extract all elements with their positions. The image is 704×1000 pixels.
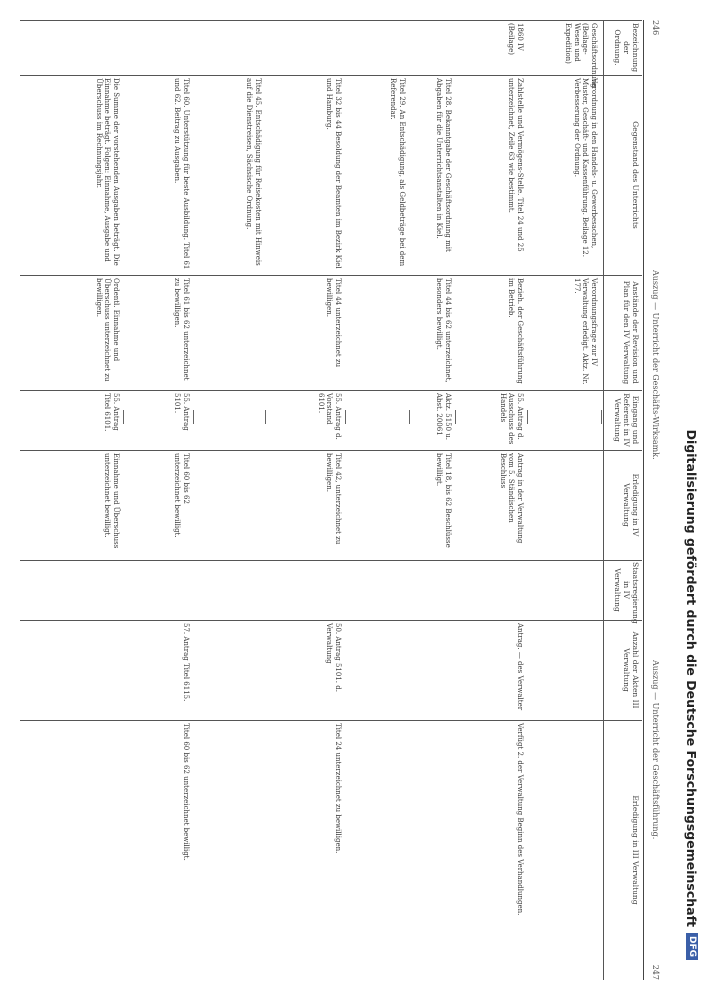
header-left-title: Auszug — Unterricht der Geschäfts-Wirksamk. (651, 270, 660, 460)
table-cell: Titel 32 bis 44 Besoldung der Beamten im Bezirk Kiel und Hamburg. (325, 78, 342, 269)
page-number-right: 247 (651, 964, 660, 980)
table-cell: 1860 IV (Beilage) (507, 23, 524, 56)
dfg-badge: DFG (686, 933, 698, 960)
row-separator (527, 410, 528, 424)
table-cell: 50. Antrag 5101. d. Verwaltung (325, 623, 342, 692)
table-cell: Verordnung in den Handels- u. Gewerbesachen, Muster, Geschäft- und Kassenführung. Beilage 12. Verbesserung der Ordnung. (573, 78, 598, 257)
header-rule (643, 20, 644, 980)
table-cell: Titel 61 bis 62 unterzeichnet zu bewilligen. (173, 278, 190, 381)
column-divider (20, 275, 642, 276)
column-header: Anzahl der Akten III Verwaltung (622, 631, 640, 709)
table-cell: Titel 18, bis 62 Beschlüsse bewilligt. (435, 453, 452, 548)
column-header: Eingang und Referent in IV Verwaltung (613, 393, 640, 447)
row-separator (193, 410, 194, 424)
table-cell: Antrag. — des Verwalter (516, 623, 524, 711)
banner-text: Digitalisierung gefördert durch die Deutsche Forschungsgemeinschaft (684, 429, 700, 927)
column-divider (20, 20, 642, 21)
column-header: Bezeichnung der Ordnung. (613, 22, 640, 73)
column-divider (20, 560, 642, 561)
table-cell: Titel 45. Entschädigung für Reisekosten mit Hinweis auf die Dienstreisen, Sächsische Ordnung. (245, 78, 262, 266)
table-cell: Titel 60 bis 62 unterzeichnet bewilligt. (182, 723, 190, 861)
table-cell: Titel 44 unterzeichnet zu bewilligen. (325, 278, 342, 368)
table-cell: Geschäftsordnung (Beilage-Wesen und Expedition) (564, 23, 598, 88)
table-cell: Bezieh. der Geschäftsführung im Betrieb. (507, 278, 524, 384)
row-separator (601, 410, 602, 424)
table-cell: Titel 60. Unterstützung für beste Ausbildung. Titel 61 und 62. Beitrag zu Ausgaben. (173, 78, 190, 270)
column-divider (20, 75, 642, 76)
page-header (646, 20, 660, 980)
table-cell: 55. Antrag Titel 6101. (103, 393, 120, 432)
column-header: Anstände der Revision und Plan für den IV Verwaltung (622, 280, 640, 385)
table-cell: Titel 28. Bekanntgabe der Geschäftsordnung mit Abgaben für die Unterrichtsanstalten in Kiel. (435, 78, 452, 252)
table-cell: Ordentl. Einnahme und Überschuss unterzeichnet zu bewilligen. (95, 278, 120, 382)
row-separator (455, 410, 456, 424)
row-separator (265, 410, 266, 424)
table-cell: Antrag in der Verwaltung vom 5. Ständischen Beschluss (499, 453, 524, 544)
header-right-title: Auszug — Unterricht der Geschäftsführung. (651, 660, 660, 840)
table-cell: 55. Antrag d. Vorstand 6101. (317, 393, 342, 440)
ledger-table (20, 20, 642, 980)
table-cell: Die Summe der vorstehenden Ausgaben beträgt. Die Einnahme beträgt. Folgen: Einnahme, Ausgabe und Überschuss im Rechnungsjahr. (95, 78, 120, 266)
page-number-left: 246 (651, 20, 660, 36)
column-divider (20, 720, 642, 721)
header-rule-bottom (603, 20, 604, 980)
table-cell: 55. Antrag d. Ausschuss des Handels (499, 393, 524, 445)
column-divider (20, 390, 642, 391)
table-cell: Titel 24 unterzeichnet zu bewilligen. (334, 723, 342, 854)
table-cell: Zahlstelle und Vermögens-Stelle. Titel 24 und 25 unterzeichnet, Zeile 63 wie bestimmt. (507, 78, 524, 252)
row-separator (345, 410, 346, 424)
table-cell: 55. Antrag 5101. (173, 393, 190, 431)
table-cell: Aktz. 5150 u. Abst. 20061 (435, 393, 452, 441)
dfg-banner (680, 0, 704, 1000)
column-divider (20, 620, 642, 621)
column-header: Erledigung in IV Verwaltung (622, 473, 640, 537)
table-cell: Einnahme und Überschuss unterzeichnet bewilligt. (103, 453, 120, 549)
table-cell: Verordnungsfrage zur IV Verwaltung erledigt. Aktz. Nr. 177. (573, 278, 598, 385)
row-separator (123, 410, 124, 424)
table-cell: Titel 60 bis 62 unterzeichnet bewilligt. (173, 453, 190, 538)
column-header: Gegenstand des Unterrichts (631, 121, 640, 229)
column-divider (20, 450, 642, 451)
table-cell: Titel 29. An Entschädigung, als Geldbeträge bei dem Referendar. (389, 78, 406, 267)
table-cell: Titel 44 bis 62 unterzeichnet, besonders bewilligt. (435, 278, 452, 383)
table-cell: Titel 42, unterzeichnet zu bewilligen. (325, 453, 342, 545)
column-header: Staatsregierung in IV Verwaltung (613, 562, 640, 624)
table-cell: Verfügt 2. der Verwaltung Beginn des Verhandlungen. (516, 723, 524, 916)
table-cell: 57. Antrag Titel 6115. (182, 623, 190, 702)
row-separator (409, 410, 410, 424)
column-header: Erledigung in III Verwaltung (631, 795, 640, 905)
